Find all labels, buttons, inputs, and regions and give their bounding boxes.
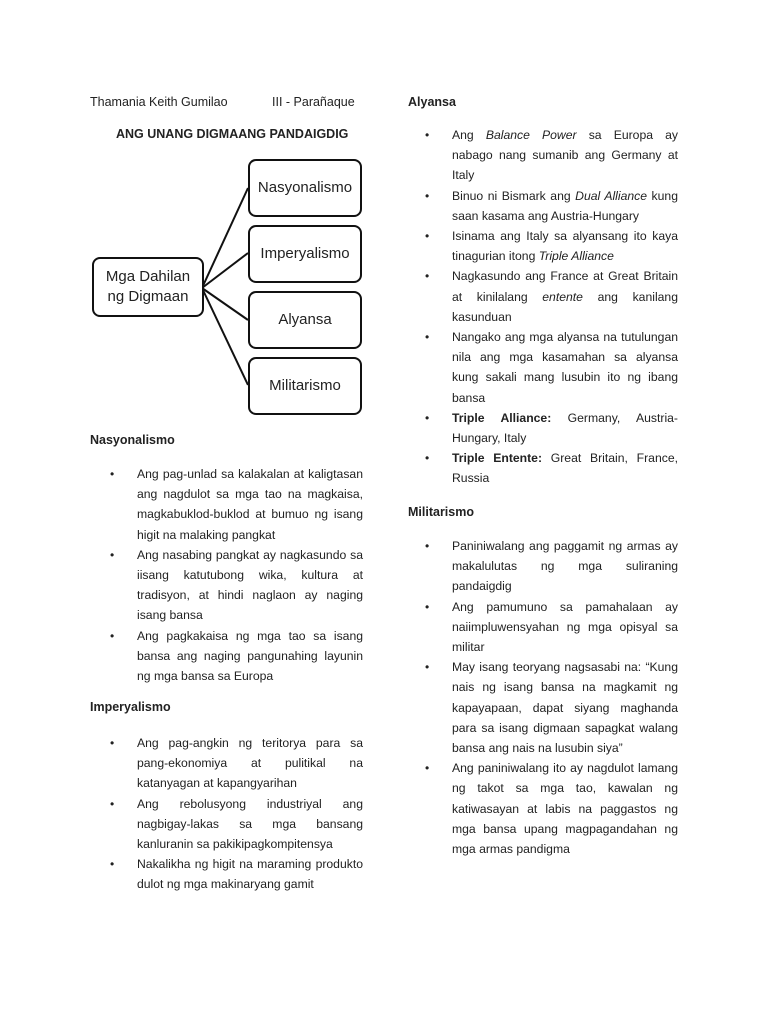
list-item: • Binuo ni Bismark ang Dual Alliance kung saan kasama ang Austria-Hungary: [452, 186, 678, 226]
bullet-icon: •: [110, 796, 115, 811]
diagram-box-militarismo: Militarismo: [248, 357, 362, 415]
bullet-icon: •: [110, 857, 115, 872]
list-item: • May isang teoryang nagsasabi na: “Kung nais ng isang bansa na magkamit ng kapayapaan, dapat siyang maghanda para sa isang digmaan sapagkat walang bansa ang nais na lusubin siya”: [452, 657, 678, 758]
bullet-icon: •: [425, 539, 430, 553]
heading-nasyonalismo: Nasyonalismo: [90, 433, 175, 447]
list-item: • Isinama ang Italy sa alyansang ito kaya tinagurian itong Triple Alliance: [452, 226, 678, 266]
diagram-box-alyansa: Alyansa: [248, 291, 362, 349]
author-name: Thamania Keith Gumilao: [90, 95, 228, 109]
bullet-icon: •: [425, 269, 430, 284]
bullet-icon: •: [425, 229, 430, 244]
list-alyansa: [425, 125, 679, 489]
list-item: • Ang Balance Power sa Europa ay nabago nang sumanib ang Germany at Italy: [452, 125, 678, 186]
bullet-icon: •: [425, 660, 430, 675]
document-title: ANG UNANG DIGMAANG PANDAIGDIG: [116, 127, 349, 141]
heading-alyansa: Alyansa: [408, 95, 456, 109]
list-item: • Ang nasabing pangkat ay nagkasundo sa iisang katutubong wika, kultura at tradisyon, at hindi naglaon ay naging isang bansa: [137, 545, 363, 626]
bullet-icon: •: [110, 736, 115, 750]
list-item: • Ang pag-unlad sa kalakalan at kaligtasan ang nagdulot sa mga tao na magkaisa, magkabuklod-buklod at bumuo ng isang higit na malaking pangkat: [137, 464, 363, 545]
bullet-icon: •: [110, 628, 115, 643]
class-section: III - Parañaque: [272, 95, 355, 109]
bullet-icon: •: [110, 467, 115, 481]
diagram-box-nasyonalismo: Nasyonalismo: [248, 159, 362, 217]
list-item: • Nakalikha ng higit na maraming produkto dulot ng mga makinaryang gamit: [137, 854, 363, 894]
list-item: • Ang rebolusyong industriyal ang nagbigay-lakas sa mga bansang kanluranin sa pakikipagkompitensya: [137, 794, 363, 855]
bullet-icon: •: [425, 410, 430, 425]
bullet-icon: •: [425, 761, 430, 776]
bullet-icon: •: [425, 128, 430, 142]
list-nasyonalismo: [110, 464, 363, 686]
list-item: • Paniniwalang ang paggamit ng armas ay makalulutas ng mga suliraning pandaigdig: [452, 536, 678, 597]
diagram-root-line1: Mga Dahilan: [105, 268, 191, 285]
list-item: • Ang pagkakaisa ng mga tao sa isang bansa ang naging pangunahing layunin ng mga bansa sa Europa: [137, 626, 363, 687]
heading-militarismo: Militarismo: [408, 505, 474, 519]
diagram-root-line2: ng Digmaan: [107, 288, 189, 305]
list-item: • Nagkasundo ang France at Great Britain at kinilalang entente ang kanilang kasunduan: [452, 266, 678, 327]
list-item: • Nangako ang mga alyansa na tutulungan nila ang mga kasamahan sa alyansa kung sakali mang lusubin ito ng ibang bansa: [452, 327, 678, 408]
bullet-icon: •: [425, 599, 430, 614]
list-item: • Ang pag-angkin ng teritorya para sa pang-ekonomiya at pulitikal na katanyagan at kapangyarihan: [137, 733, 363, 794]
diagram-root-box: [92, 257, 204, 317]
list-imperyalismo: [110, 733, 363, 895]
list-item: • Triple Entente: Great Britain, France, Russia: [452, 448, 678, 488]
diagram-box-imperyalismo: Imperyalismo: [248, 225, 362, 283]
list-militarismo: [425, 536, 678, 859]
bullet-icon: •: [425, 330, 430, 345]
heading-imperyalismo: Imperyalismo: [90, 700, 171, 714]
bullet-icon: •: [425, 188, 430, 203]
bullet-icon: •: [110, 547, 115, 562]
bullet-icon: •: [425, 451, 430, 466]
list-item: • Triple Alliance: Germany, Austria-Hungary, Italy: [452, 408, 678, 448]
list-item: • Ang pamumuno sa pamahalaan ay naiimpluwensyahan ng mga opisyal sa militar: [452, 597, 678, 658]
list-item: • Ang paniniwalang ito ay nagdulot lamang ng takot sa mga tao, kawalan ng katiwasayan at labis na paggastos ng mga bansa upang magpagandahan ng mga armas pandigma: [452, 758, 678, 859]
